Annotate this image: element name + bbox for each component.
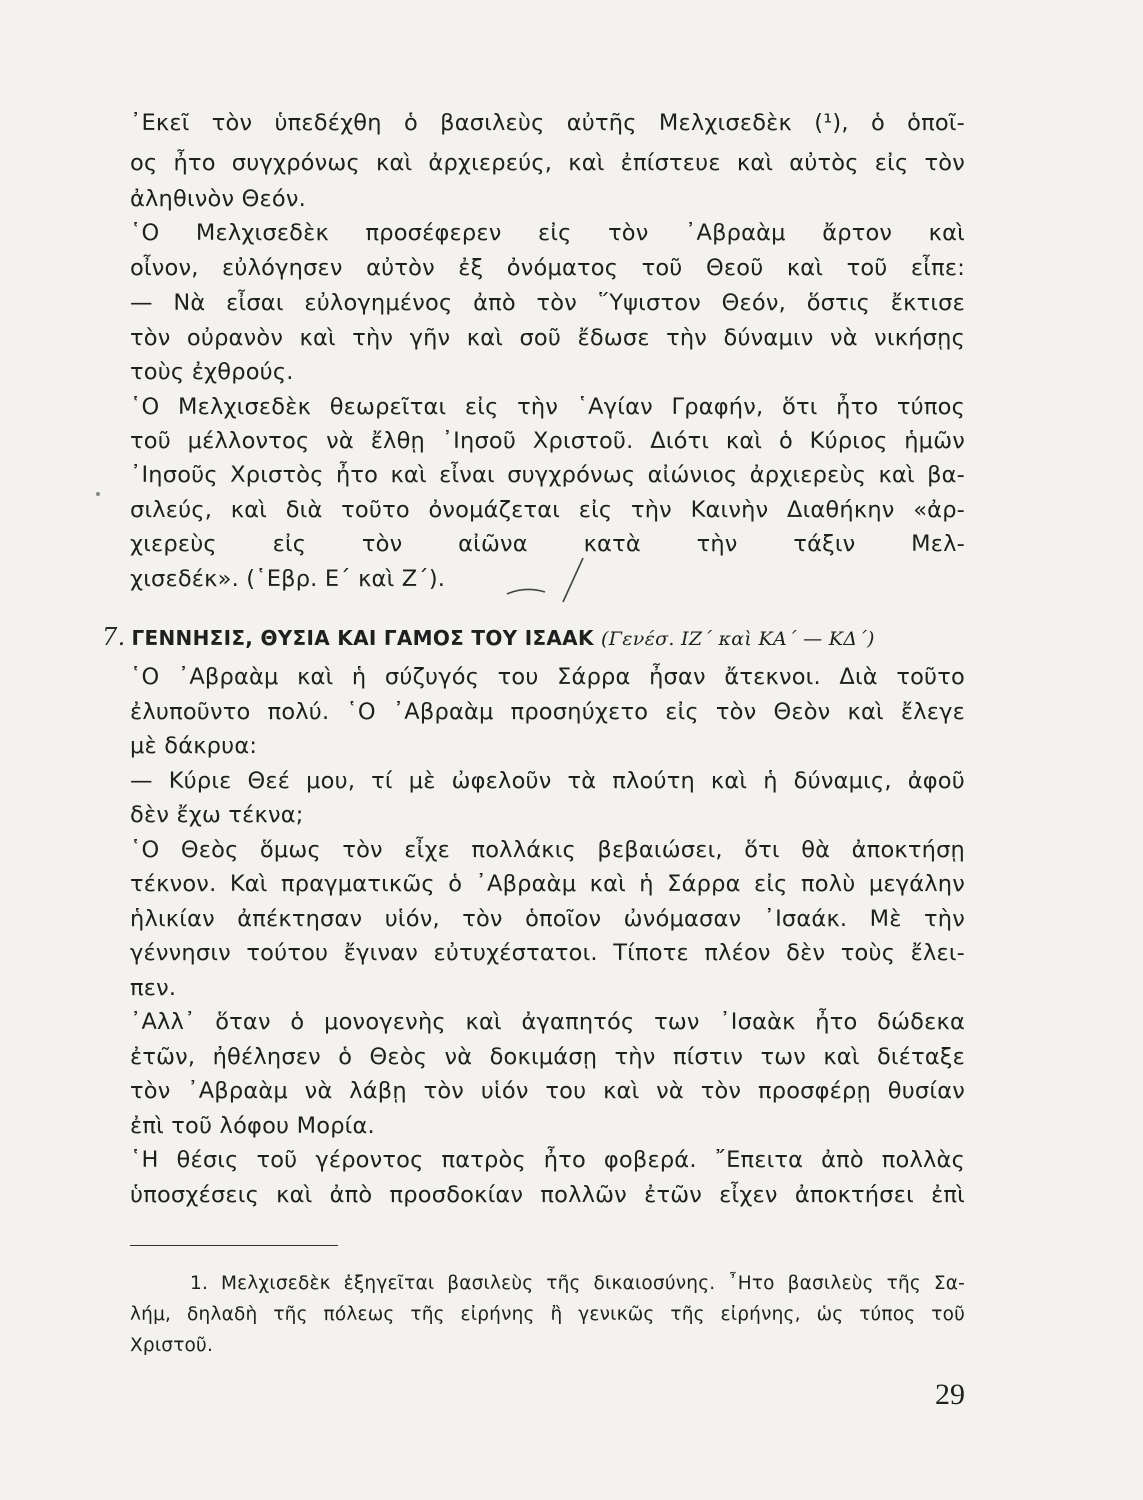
text-line: ἐπὶ τοῦ λόφου Μορία.: [130, 1113, 375, 1139]
text-line: ᾿Αλλ᾿ ὅταν ὁ μονογενὴς καὶ ἀγαπητός των ᾿Ισαὰκ ἦτο δώδεκα: [130, 1009, 965, 1035]
page-number: 29: [935, 1378, 965, 1411]
text-line: μὲ δάκρυα:: [130, 733, 258, 759]
text-line: ἐλυποῦντο πολύ. ῾Ο ᾿Αβραὰμ προσηύχετο εἰς τὸν Θεὸν καὶ ἔλεγε: [130, 699, 965, 725]
text-line: ᾿Εκεῖ τὸν ὑπεδέχθη ὁ βασιλεὺς αὐτῆς Μελχισεδὲκ (¹), ὁ ὁποῖ-: [130, 110, 965, 136]
text-line: ος ἦτο συγχρόνως καὶ ἀρχιερεύς, καὶ ἐπίστευε καὶ αὐτὸς εἰς τὸν: [130, 150, 965, 176]
text-line: τὸν ᾿Αβραὰμ νὰ λάβῃ τὸν υἱόν του καὶ νὰ τὸν προσφέρῃ θυσίαν: [130, 1078, 965, 1104]
text-line: ἀληθινὸν Θεόν.: [130, 186, 306, 212]
ink-dot: [96, 492, 100, 496]
text-line: — Νὰ εἶσαι εὐλογημένος ἀπὸ τὸν ῞Υψιστον Θεόν, ὅστις ἔκτισε: [130, 290, 965, 316]
section-number: 7.: [102, 623, 126, 651]
text-line: χισεδέκ». (῾Εβρ. Ε΄ καὶ Ζ΄).: [130, 566, 446, 592]
pen-check-mark-icon: [505, 556, 595, 606]
text-line: τοὺς ἐχθρούς.: [130, 359, 294, 385]
footnote-line: λήμ, δηλαδὴ τῆς πόλεως τῆς εἰρήνης ἢ γενικῶς τῆς εἰρήνης, ὡς τύπος τοῦ: [130, 1304, 965, 1325]
text-line: δὲν ἔχω τέκνα;: [130, 802, 304, 828]
text-line: πεν.: [130, 975, 177, 1001]
text-line: ῾Ο ᾿Αβραὰμ καὶ ἡ σύζυγός του Σάρρα ἦσαν ἄτεκνοι. Διὰ τοῦτο: [130, 664, 965, 690]
text-line: ῾Η θέσις τοῦ γέροντος πατρὸς ἦτο φοβερά. ῎Επειτα ἀπὸ πολλὰς: [130, 1147, 965, 1173]
text-line: τοῦ μέλλοντος νὰ ἔλθῃ ᾿Ιησοῦ Χριστοῦ. Διότι καὶ ὁ Κύριος ἡμῶν: [130, 428, 965, 454]
text-line: χιερεὺς εἰς τὸν αἰῶνα κατὰ τὴν τάξιν Μελ-: [130, 531, 965, 557]
text-line: ἐτῶν, ἠθέλησεν ὁ Θεὸς νὰ δοκιμάσῃ τὴν πίστιν των καὶ διέταξε: [130, 1044, 965, 1070]
text-line: ἡλικίαν ἀπέκτησαν υἱόν, τὸν ὁποῖον ὠνόμασαν ᾿Ισαάκ. Μὲ τὴν: [130, 906, 965, 932]
text-line: σιλεύς, καὶ διὰ τοῦτο ὀνομάζεται εἰς τὴν Καινὴν Διαθήκην «ἀρ-: [130, 497, 965, 523]
section-reference: (Γενέσ. ΙΖ΄ καὶ ΚΑ΄ — ΚΔ΄): [601, 628, 875, 650]
section-title: ΓΕΝΝΗΣΙΣ, ΘΥΣΙΑ ΚΑΙ ΓΑΜΟΣ ΤΟΥ ΙΣΑΑΚ: [131, 626, 594, 650]
text-line: ὑποσχέσεις καὶ ἀπὸ προσδοκίαν πολλῶν ἐτῶν εἶχεν ἀποκτήσει ἐπὶ: [130, 1182, 965, 1208]
text-line: ῾Ο Μελχισεδὲκ θεωρεῖται εἰς τὴν ῾Αγίαν Γραφήν, ὅτι ἦτο τύπος: [130, 394, 965, 420]
text-line: οἶνον, εὐλόγησεν αὐτὸν ἐξ ὀνόματος τοῦ Θεοῦ καὶ τοῦ εἶπε:: [130, 255, 965, 281]
footnote-line: Χριστοῦ.: [130, 1335, 214, 1356]
text-line: — Κύριε Θεέ μου, τί μὲ ὠφελοῦν τὰ πλούτη καὶ ἡ δύναμις, ἀφοῦ: [130, 768, 965, 794]
text-line: γέννησιν τούτου ἔγιναν εὐτυχέστατοι. Τίποτε πλέον δὲν τοὺς ἔλει-: [130, 940, 965, 966]
text-line: ῾Ο Μελχισεδὲκ προσέφερεν εἰς τὸν ᾿Αβραὰμ ἄρτον καὶ: [130, 220, 965, 246]
section-heading: [102, 620, 982, 656]
footnote-divider: [130, 1245, 338, 1246]
text-line: ᾿Ιησοῦς Χριστὸς ἦτο καὶ εἶναι συγχρόνως αἰώνιος ἀρχιερεὺς καὶ βα-: [130, 462, 965, 488]
footnote-line: 1. Μελχισεδὲκ ἑξηγεῖται βασιλεὺς τῆς δικαιοσύνης. ῏Ητο βασιλεὺς τῆς Σα-: [190, 1273, 965, 1294]
text-line: τέκνον. Καὶ πραγματικῶς ὁ ᾿Αβραὰμ καὶ ἡ Σάρρα εἰς πολὺ μεγάλην: [130, 871, 965, 897]
text-line: ῾Ο Θεὸς ὅμως τὸν εἶχε πολλάκις βεβαιώσει, ὅτι θὰ ἀποκτήσῃ: [130, 837, 965, 863]
text-line: τὸν οὐρανὸν καὶ τὴν γῆν καὶ σοῦ ἔδωσε τὴν δύναμιν νὰ νικήσῃς: [130, 325, 965, 351]
